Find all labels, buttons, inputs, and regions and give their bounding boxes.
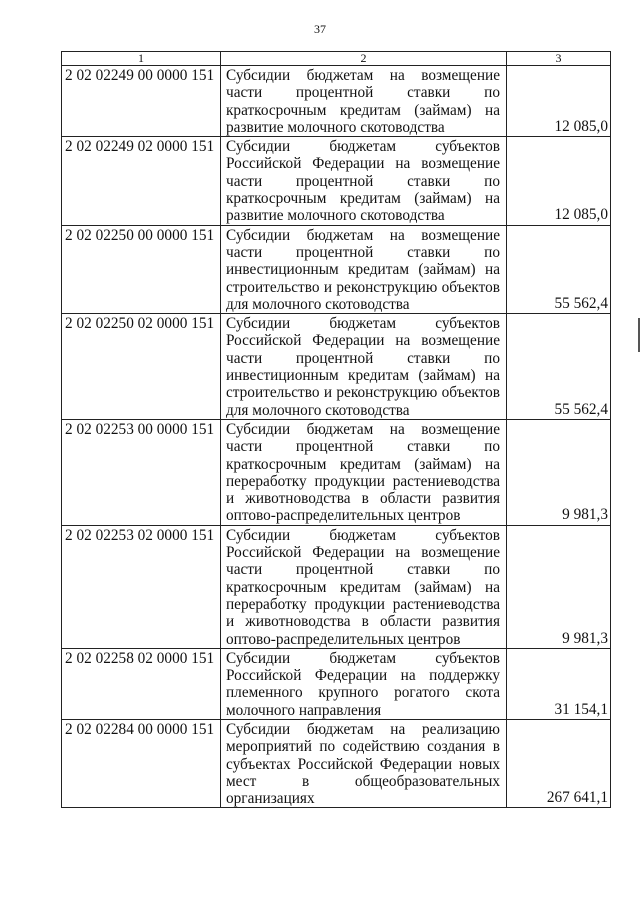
income-name-cell [221,314,507,420]
income-name-cell [221,66,507,137]
budget-code: 2 02 02253 00 0000 151 [62,419,221,525]
table-row [62,419,611,525]
budget-code: 2 02 02250 00 0000 151 [62,225,221,313]
budget-code: 2 02 02249 00 0000 151 [62,66,221,137]
column-number-3: 3 [507,52,611,66]
column-number-1: 1 [62,52,221,66]
budget-code: 2 02 02253 02 0000 151 [62,525,221,648]
table-row [62,525,611,648]
income-name: Субсидии бюджетам субъектов Российской Федерации на возмещение части процентной ставки по инвестиционным кредитам (займам) на строительство и реконструкцию объектов для молочного скотоводства [226,315,500,419]
budget-table [61,51,611,808]
column-number-row [62,52,611,66]
income-name-cell [221,525,507,648]
income-name: Субсидии бюджетам на возмещение части процентной ставки по краткосрочным кредитам (займам) на переработку продукции растениеводства и животноводства в области развития оптово-распределительных центров [226,420,500,525]
income-name: Субсидии бюджетам субъектов Российской Федерации на поддержку племенного крупного рогатого скота молочного направления [226,649,500,719]
budget-code: 2 02 02250 02 0000 151 [62,314,221,420]
amount: 9 981,3 [507,525,611,648]
income-name-cell [221,419,507,525]
income-name: Субсидии бюджетам на возмещение части процентной ставки по краткосрочным кредитам (займам) на развитие молочного скотоводства [226,67,500,136]
table-row [62,719,611,807]
table-row [62,314,611,420]
amount: 55 562,4 [507,314,611,420]
table-row [62,66,611,137]
income-name: Субсидии бюджетам на возмещение части процентной ставки по инвестиционным кредитам (займам) на строительство и реконструкцию объектов для молочного скотоводства [226,226,500,313]
amount: 55 562,4 [507,225,611,313]
income-name-cell [221,648,507,719]
income-name-cell [221,137,507,225]
amount: 31 154,1 [507,648,611,719]
income-name: Субсидии бюджетам субъектов Российской Федерации на возмещение части процентной ставки по краткосрочным кредитам (займам) на развитие молочного скотоводства [226,138,500,225]
budget-code: 2 02 02249 02 0000 151 [62,137,221,225]
column-number-2: 2 [221,52,507,66]
income-name-cell [221,225,507,313]
income-name: Субсидии бюджетам на реализацию мероприятий по содействию создания в субъектах Российской Федерации новых мест в общеобразовательных организациях [226,720,500,808]
amount: 9 981,3 [507,419,611,525]
budget-code: 2 02 02284 00 0000 151 [62,719,221,807]
amount: 12 085,0 [507,137,611,225]
table-row [62,648,611,719]
table-row [62,137,611,225]
budget-code: 2 02 02258 02 0000 151 [62,648,221,719]
income-name: Субсидии бюджетам субъектов Российской Федерации на возмещение части процентной ставки по краткосрочным кредитам (займам) на переработку продукции растениеводства и животноводства в области развития оптово-распределительных центров [226,526,500,648]
amount: 12 085,0 [507,66,611,137]
amount: 267 641,1 [507,719,611,807]
table-row [62,225,611,313]
income-name-cell [221,719,507,807]
page-number: 37 [314,22,326,36]
